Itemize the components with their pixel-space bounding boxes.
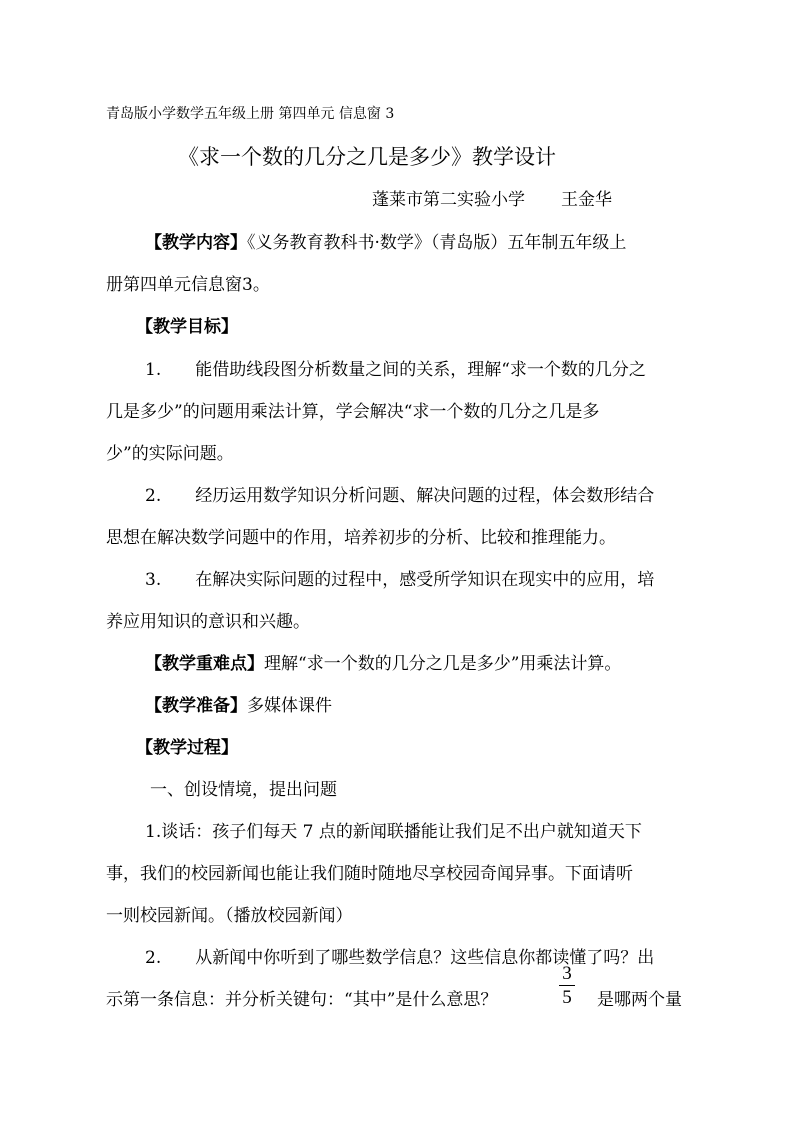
document-header: 青岛版小学数学五年级上册 第四单元 信息窗 3 [106,106,395,122]
preparation-text: 多媒体课件 [247,696,332,716]
objective-1-line-1: 1. 能借助线段图分析数量之间的关系，理解“求一个数的几分之 [145,360,646,380]
para-2-line-1: 2. 从新闻中你听到了哪些数学信息？这些信息你都读懂了吗？出 [145,948,655,968]
objective-3-line-2: 养应用知识的意识和兴趣。 [106,612,310,632]
keypoint-line [145,653,621,675]
keypoint-text: 理解“求一个数的几分之几是多少”用乘法计算。 [264,654,622,674]
content-line-1 [145,232,626,254]
author-line [372,189,612,211]
document-title: 《求一个数的几分之几是多少》教学设计 [178,145,556,169]
fraction-numerator: 3 [562,963,572,984]
keypoint-label: 【教学重难点】 [145,654,264,674]
objectives-heading: 【教学目标】 [136,317,238,337]
objective-2-line-2: 思想在解决数学问题中的作用，培养初步的分析、比较和推理能力。 [106,528,616,548]
process-heading: 【教学过程】 [136,738,238,758]
fraction-bar [559,985,575,986]
fraction-three-fifths [556,963,578,1008]
objective-1-line-2: 几是多少”的问题用乘法计算，学会解决“求一个数的几分之几是多 [106,402,600,422]
para-1-line-2: 事，我们的校园新闻也能让我们随时随地尽享校园奇闻异事。下面请听 [106,864,633,884]
para-1-line-3: 一则校园新闻。（播放校园新闻） [106,906,353,926]
content-line-2: 册第四单元信息窗3。 [106,275,270,295]
content-text-1: 《义务教育教科书·数学》（青岛版）五年制五年级上 [247,233,627,253]
section-1-heading: 一、创设情境，提出问题 [150,780,337,800]
para-1-line-1: 1.谈话：孩子们每天 7 点的新闻联播能让我们足不出户就知道天下 [145,822,642,842]
para-2-line-2b: 是哪两个量 [597,990,682,1010]
author-school: 蓬莱市第二实验小学 [372,190,525,210]
fraction-denominator: 5 [562,987,572,1008]
preparation-label: 【教学准备】 [145,696,247,716]
preparation-line [145,695,332,717]
para-2-line-2a: 示第一条信息：并分析关键句：“其中”是什么意思？ [106,990,498,1010]
content-label: 【教学内容】 [145,233,247,253]
objective-2-line-1: 2. 经历运用数学知识分析问题、解决问题的过程，体会数形结合 [145,486,655,506]
objective-1-line-3: 少”的实际问题。 [106,444,234,464]
objective-3-line-1: 3. 在解决实际问题的过程中，感受所学知识在现实中的应用，培 [145,570,655,590]
author-name: 王金华 [561,190,612,210]
